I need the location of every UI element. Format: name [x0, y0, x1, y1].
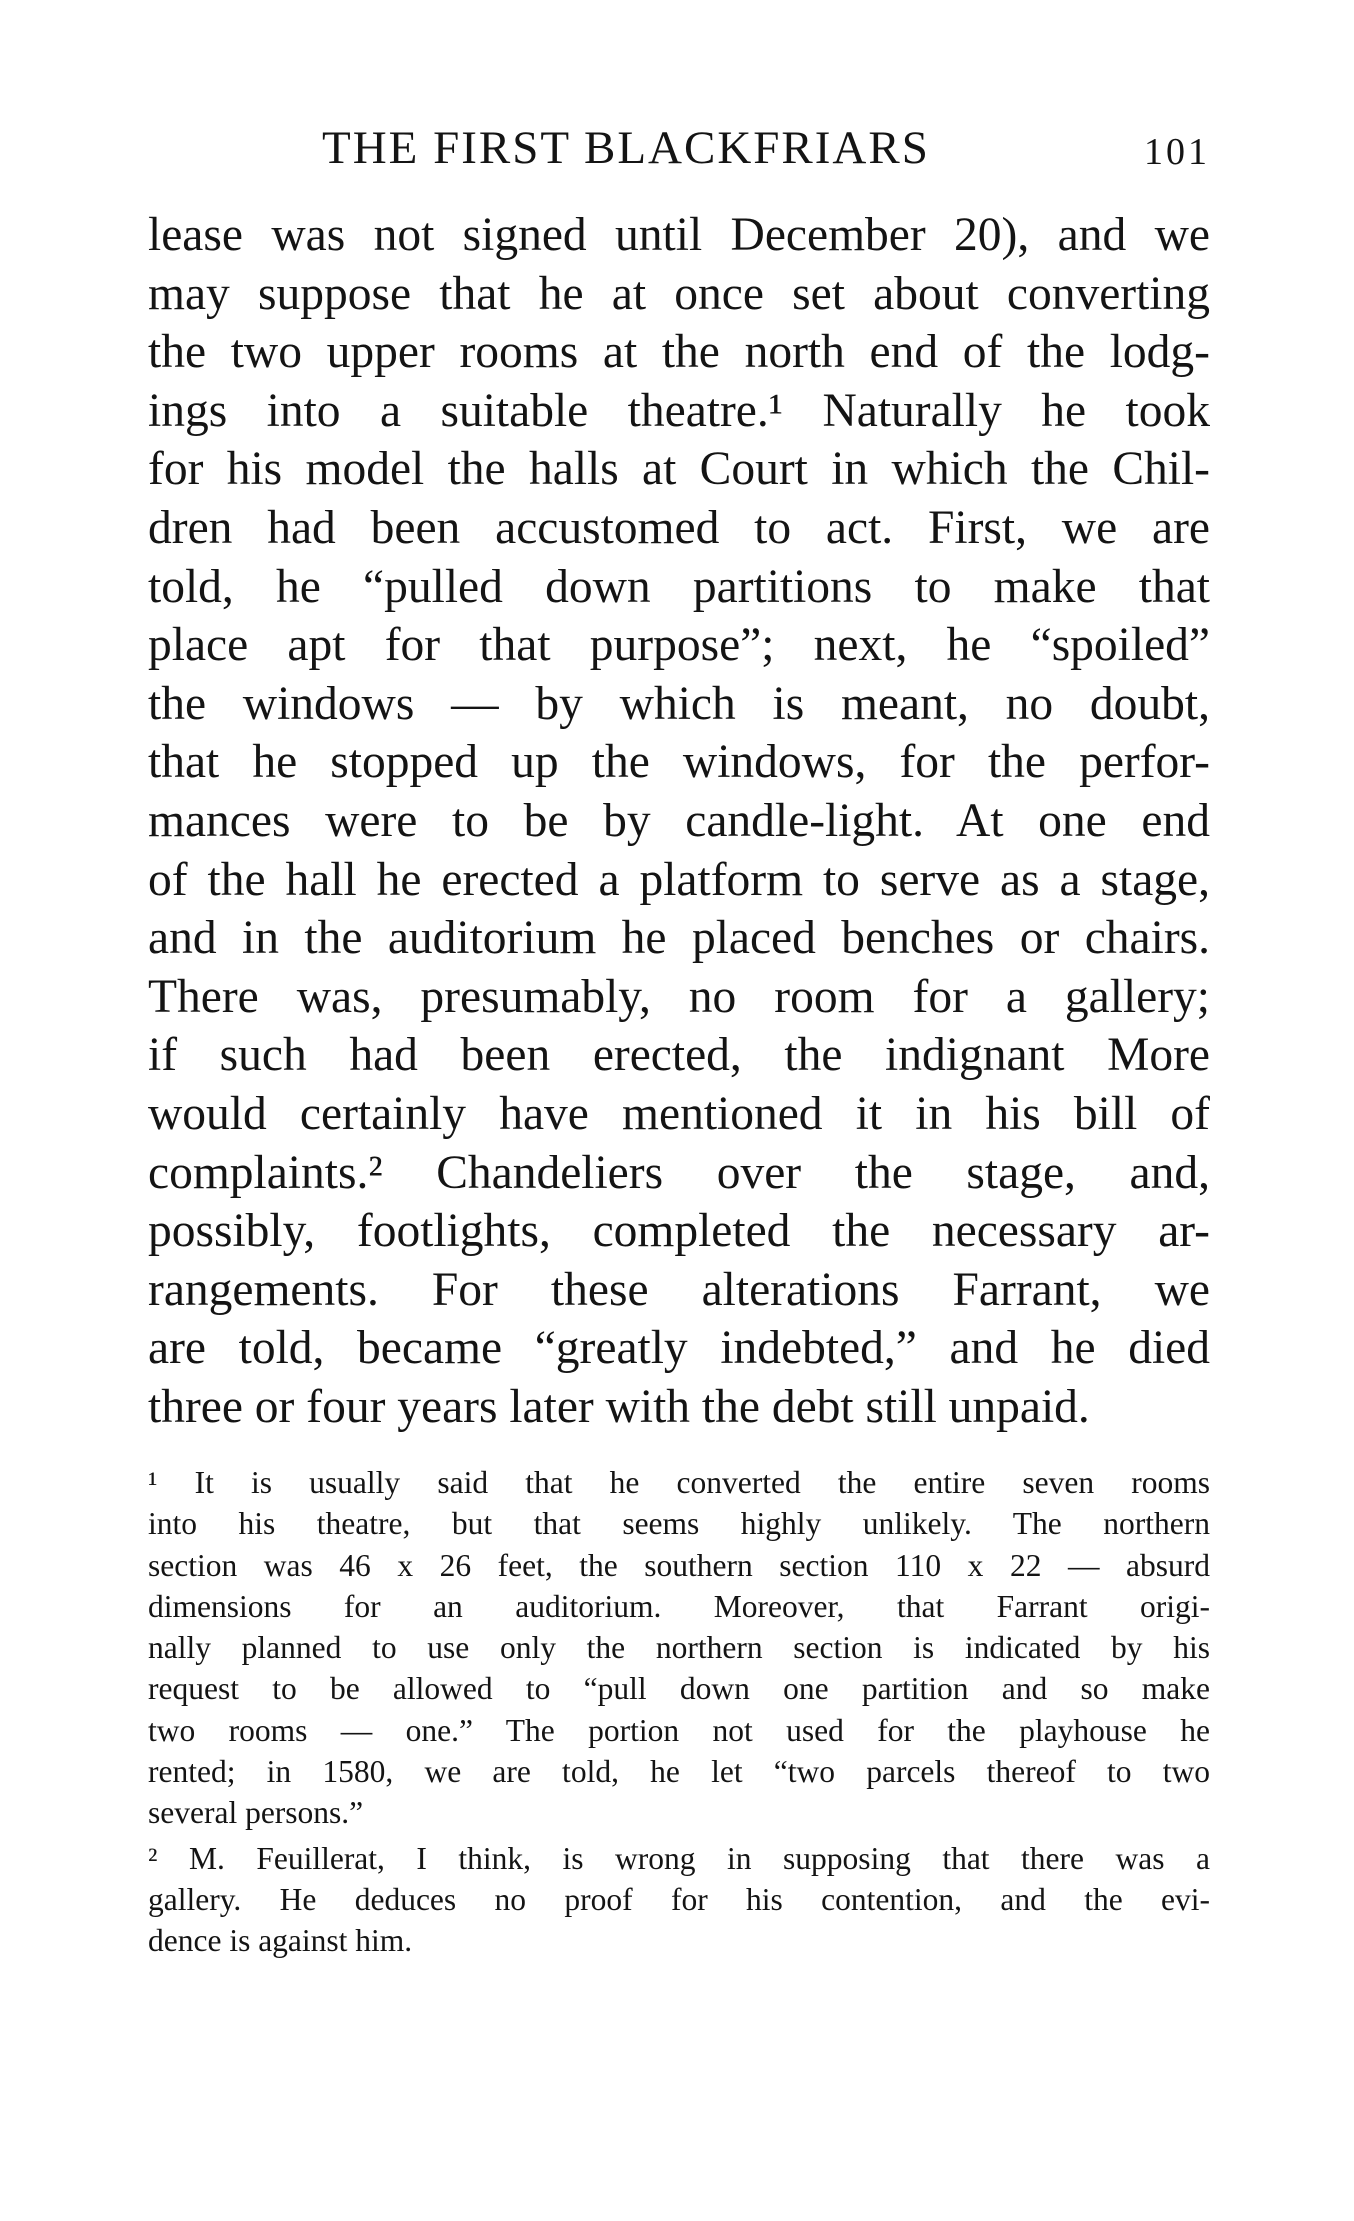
footnote-line: request to be allowed to “pull down one partition and so make — [148, 1671, 1210, 1707]
footnote-line: two rooms — one.” The portion not used for the playhouse he — [148, 1712, 1210, 1748]
body-line: There was, presumably, no room for a gallery; — [148, 970, 1210, 1023]
footnote-line: dence is against him. — [148, 1923, 413, 1959]
footnote-line: dimensions for an auditorium. Moreover, that Farrant origi- — [148, 1588, 1210, 1624]
footnote-line: into his theatre, but that seems highly unlikely. The northern — [148, 1506, 1210, 1542]
body-line: lease was not signed until December 20), and we — [148, 209, 1210, 261]
body-line: the windows — by which is meant, no doubt, — [148, 677, 1210, 730]
page-header — [150, 118, 1210, 178]
footnote-line: rented; in 1580, we are told, he let “two parcels thereof to two — [148, 1754, 1210, 1790]
body-line: would certainly have mentioned it in his bill of — [148, 1087, 1210, 1140]
body-line: mances were to be by candle-light. At one end — [148, 794, 1210, 847]
body-line: that he stopped up the windows, for the perfor- — [148, 736, 1210, 789]
body-line: told, he “pulled down partitions to make that — [148, 560, 1210, 613]
footnote-line: section was 46 x 26 feet, the southern section 110 x 22 — absurd — [148, 1547, 1210, 1583]
body-line: are told, became “greatly indebted,” and he died — [148, 1322, 1210, 1375]
body-line: three or four years later with the debt still unpaid. — [148, 1380, 1090, 1433]
body-line: ings into a suitable theatre.¹ Naturally he took — [148, 384, 1210, 437]
body-text — [148, 206, 1210, 1436]
body-line: possibly, footlights, completed the necessary ar- — [148, 1205, 1210, 1258]
body-line: if such had been erected, the indignant More — [148, 1029, 1210, 1082]
body-line: for his model the halls at Court in which the Chil- — [148, 443, 1210, 496]
page-number: 101 — [1144, 131, 1210, 173]
footnote-line: ¹ It is usually said that he converted the entire seven rooms — [148, 1465, 1210, 1500]
body-line: and in the auditorium he placed benches or chairs. — [148, 912, 1210, 965]
footnote-1 — [148, 1462, 1210, 1834]
body-line: complaints.² Chandeliers over the stage, and, — [148, 1146, 1210, 1199]
footnote-line: gallery. He deduces no proof for his contention, and the evi- — [148, 1881, 1210, 1917]
body-line: place apt for that purpose”; next, he “spoiled” — [148, 619, 1210, 672]
footnote-line: ² M. Feuillerat, I think, is wrong in supposing that there was a — [148, 1840, 1210, 1876]
footnotes — [148, 1462, 1210, 1962]
body-line: the two upper rooms at the north end of the lodg- — [148, 326, 1210, 379]
body-line: of the hall he erected a platform to serve as a stage, — [148, 853, 1210, 906]
footnote-line: nally planned to use only the northern section is indicated by his — [148, 1630, 1210, 1666]
footnote-2 — [148, 1838, 1210, 1962]
body-line: rangements. For these alterations Farrant, we — [148, 1263, 1210, 1316]
running-title: THE FIRST BLACKFRIARS — [322, 122, 930, 174]
footnote-line: several persons.” — [148, 1795, 364, 1831]
body-line: dren had been accustomed to act. First, we are — [148, 501, 1210, 554]
body-line: may suppose that he at once set about converting — [148, 267, 1210, 320]
